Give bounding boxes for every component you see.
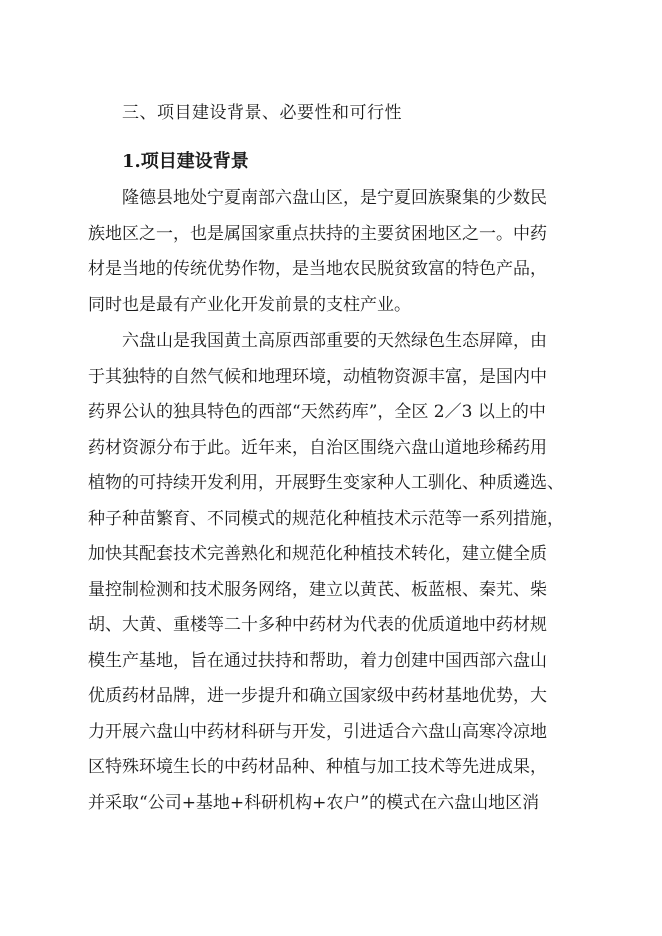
paragraph-line: 材是当地的传统优势作物，是当地农民脱贫致富的特色产品，: [88, 259, 547, 279]
paragraph-line: 优质药材品牌，进一步提升和确立国家级中药材基地优势，大: [88, 686, 547, 706]
paragraph-line: 模生产基地，旨在通过扶持和帮助，着力创建中国西部六盘山: [88, 650, 547, 671]
paragraph-line: 植物的可持续开发利用，开展野生变家种人工驯化、种质遴选、: [88, 473, 564, 493]
paragraph-line: 药界公认的独具特色的西部“天然药库”，全区 2／3 以上的中: [88, 402, 546, 422]
section-title: 三、项目建设背景、必要性和可行性: [122, 103, 402, 123]
paragraph-line: 族地区之一，也是属国家重点扶持的主要贫困地区之一。中药: [88, 223, 547, 244]
paragraph-line: 加快其配套技术完善熟化和规范化种植技术转化，建立健全质: [88, 544, 547, 564]
paragraph-line: 六盘山是我国黄土高原西部重要的天然绿色生态屏障，由: [122, 331, 547, 351]
paragraph-line: 胡、大黄、重楼等二十多种中药材为代表的优质道地中药材规: [88, 615, 547, 635]
paragraph-line: 区特殊环境生长的中药材品种、种植与加工技术等先进成果，: [88, 757, 547, 777]
subsection-title: 1.项目建设背景: [122, 151, 249, 172]
paragraph-line: 药材资源分布于此。近年来，自治区围绕六盘山道地珍稀药用: [88, 437, 547, 458]
paragraph-line: 隆德县地处宁夏南部六盘山区，是宁夏回族聚集的少数民: [122, 188, 547, 208]
paragraph-line: 力开展六盘山中药材科研与开发，引进适合六盘山高寒冷凉地: [88, 721, 547, 742]
paragraph-line: 于其独特的自然气候和地理环境，动植物资源丰富，是国内中: [88, 366, 547, 387]
paragraph-line: 同时也是最有产业化开发前景的支柱产业。: [88, 294, 411, 315]
paragraph-line: 并采取“公司+基地+科研机构+农户”的模式在六盘山地区消: [88, 792, 540, 813]
paragraph-line: 种子种苗繁育、不同模式的规范化种植技术示范等一系列措施，: [88, 508, 564, 529]
paragraph-line: 量控制检测和技术服务网络，建立以黄芪、板蓝根、秦艽、柴: [88, 579, 547, 600]
paragraph-1: [88, 181, 578, 323]
paragraph-2: [88, 324, 578, 821]
